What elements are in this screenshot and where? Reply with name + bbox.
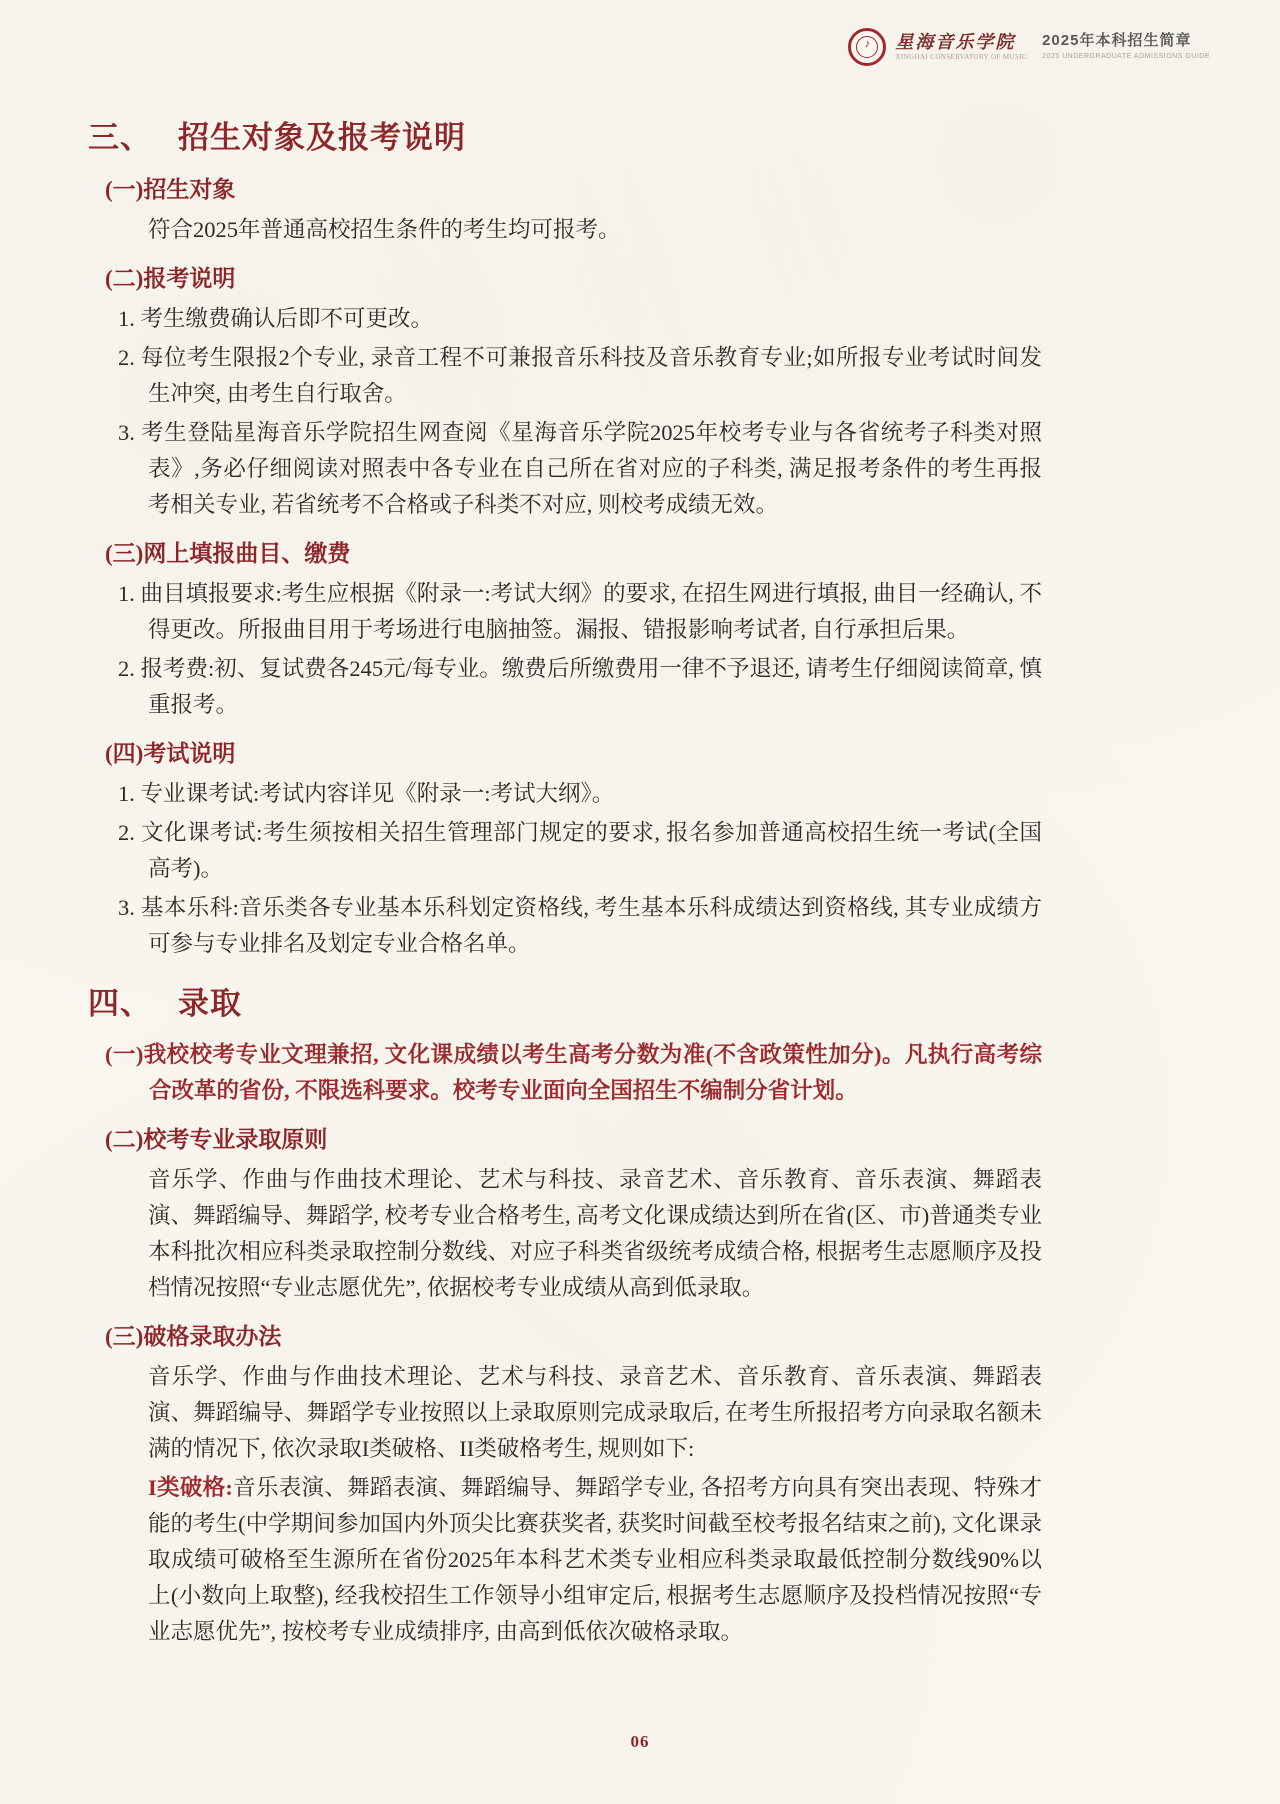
section4-sub3-paragraph: 音乐学、作曲与作曲技术理论、艺术与科技、录音艺术、音乐教育、音乐表演、舞蹈表演、舞蹈编导、舞蹈学专业按照以上录取原则完成录取后, 在考生所报招考方向录取名额未满的情况下, 依次录取I类破格、II类破格考生, 规则如下: bbox=[148, 1364, 1042, 1461]
brochure-title: 2025年本科招生简章 bbox=[1042, 32, 1192, 50]
type1-exception-text: 音乐表演、舞蹈表演、舞蹈编导、舞蹈学专业, 各招考方向具有突出表现、特殊才能的考生(中学期间参加国内外顶尖比赛获奖者, 获奖时间截至校考报名结束之前), 文化课录取成绩可破格至生源所在省份2025年本科艺术类专业相应科类录取最低控制分数线90%以上(小数向上取整), 经我校招生工作领导小组审定后, 根据考生志愿顺序及投档情况按照“专业志愿优先”, 按校考专业成绩排序, 由高到低依次破格录取。 bbox=[148, 1475, 1042, 1644]
school-name-en: XINGHAI CONSERVATORY OF MUSIC bbox=[895, 52, 1028, 61]
section4-title: 录取 bbox=[178, 986, 242, 1021]
section3-sub3-heading: (三)网上填报曲目、缴费 bbox=[105, 541, 351, 566]
list-item: 3. 考生登陆星海音乐学院招生网查阅《星海音乐学院2025年校考专业与各省统考子科类对照表》,务必仔细阅读对照表中各专业在自己所在省对应的子科类, 满足报考条件的考生再报考相关专业, 若省统考不合格或子科类不对应, 则校考成绩无效。 bbox=[118, 420, 1042, 517]
section3-sub2-heading: (二)报考说明 bbox=[105, 266, 236, 291]
section4-number: 四、 bbox=[88, 986, 152, 1021]
type1-exception-label: I类破格: bbox=[148, 1475, 233, 1500]
section4-sub2-heading: (二)校考专业录取原则 bbox=[105, 1127, 328, 1152]
school-name-block bbox=[895, 33, 1027, 61]
page-header bbox=[848, 28, 1210, 66]
section3-sub1-heading: (一)招生对象 bbox=[105, 177, 236, 202]
list-item: 1. 专业课考试:考试内容详见《附录一:考试大纲》。 bbox=[118, 781, 615, 806]
list-item: 3. 基本乐科:音乐类各专业基本乐科划定资格线, 考生基本乐科成绩达到资格线, 其专业成绩方可参与专业排名及划定专业合格名单。 bbox=[118, 895, 1042, 956]
page-number: 06 bbox=[630, 1732, 650, 1751]
list-item: 2. 报考费:初、复试费各245元/每专业。缴费后所缴费用一律不予退还, 请考生仔细阅读简章, 慎重报考。 bbox=[118, 656, 1042, 717]
list-item: 1. 曲目填报要求:考生应根据《附录一:考试大纲》的要求, 在招生网进行填报, 曲目一经确认, 不得更改。所报曲目用于考场进行电脑抽签。漏报、错报影响考试者, 自行承担后果。 bbox=[118, 581, 1042, 642]
section4-sub1-red-paragraph: (一)我校校考专业文理兼招, 文化课成绩以考生高考分数为准(不含政策性加分)。凡执行高考综合改革的省份, 不限选科要求。校考专业面向全国招生不编制分省计划。 bbox=[105, 1042, 1042, 1103]
brochure-subtitle: 2025 UNDERGRADUATE ADMISSIONS GUIDE bbox=[1042, 52, 1210, 60]
list-item: 2. 每位考生限报2个专业, 录音工程不可兼报音乐科技及音乐教育专业;如所报专业考试时间发生冲突, 由考生自行取舍。 bbox=[118, 345, 1042, 406]
section4-sub3-heading: (三)破格录取办法 bbox=[105, 1324, 282, 1349]
type1-exception-paragraph bbox=[148, 1470, 1042, 1650]
section4-sub2-paragraph: 音乐学、作曲与作曲技术理论、艺术与科技、录音艺术、音乐教育、音乐表演、舞蹈表演、舞蹈编导、舞蹈学, 校考专业合格考生, 高考文化课成绩达到所在省(区、市)普通类专业本科批次相应科类录取控制分数线、对应子科类省级统考成绩合格, 根据考生志愿顺序及投档情况按照“专业志愿优先”, 依据校考专业成绩从高到低录取。 bbox=[148, 1167, 1042, 1300]
section3-title: 招生对象及报考说明 bbox=[178, 120, 466, 155]
school-seal-icon bbox=[848, 28, 886, 66]
section4-heading bbox=[88, 978, 1200, 1023]
list-item: 2. 文化课考试:考生须按相关招生管理部门规定的要求, 报名参加普通高校招生统一考试(全国高考)。 bbox=[118, 820, 1042, 881]
section3-sub1-paragraph: 符合2025年普通高校招生条件的考生均可报考。 bbox=[148, 217, 621, 242]
list-item: 1. 考生缴费确认后即不可更改。 bbox=[118, 306, 434, 331]
school-seal-glyph: ♪ bbox=[856, 36, 878, 58]
section3-heading bbox=[88, 112, 1200, 157]
section3-number: 三、 bbox=[88, 120, 152, 155]
brochure-title-block bbox=[1042, 33, 1210, 60]
school-name-cn: 星海音乐学院 bbox=[895, 31, 1016, 52]
section3-sub4-heading: (四)考试说明 bbox=[105, 741, 236, 766]
